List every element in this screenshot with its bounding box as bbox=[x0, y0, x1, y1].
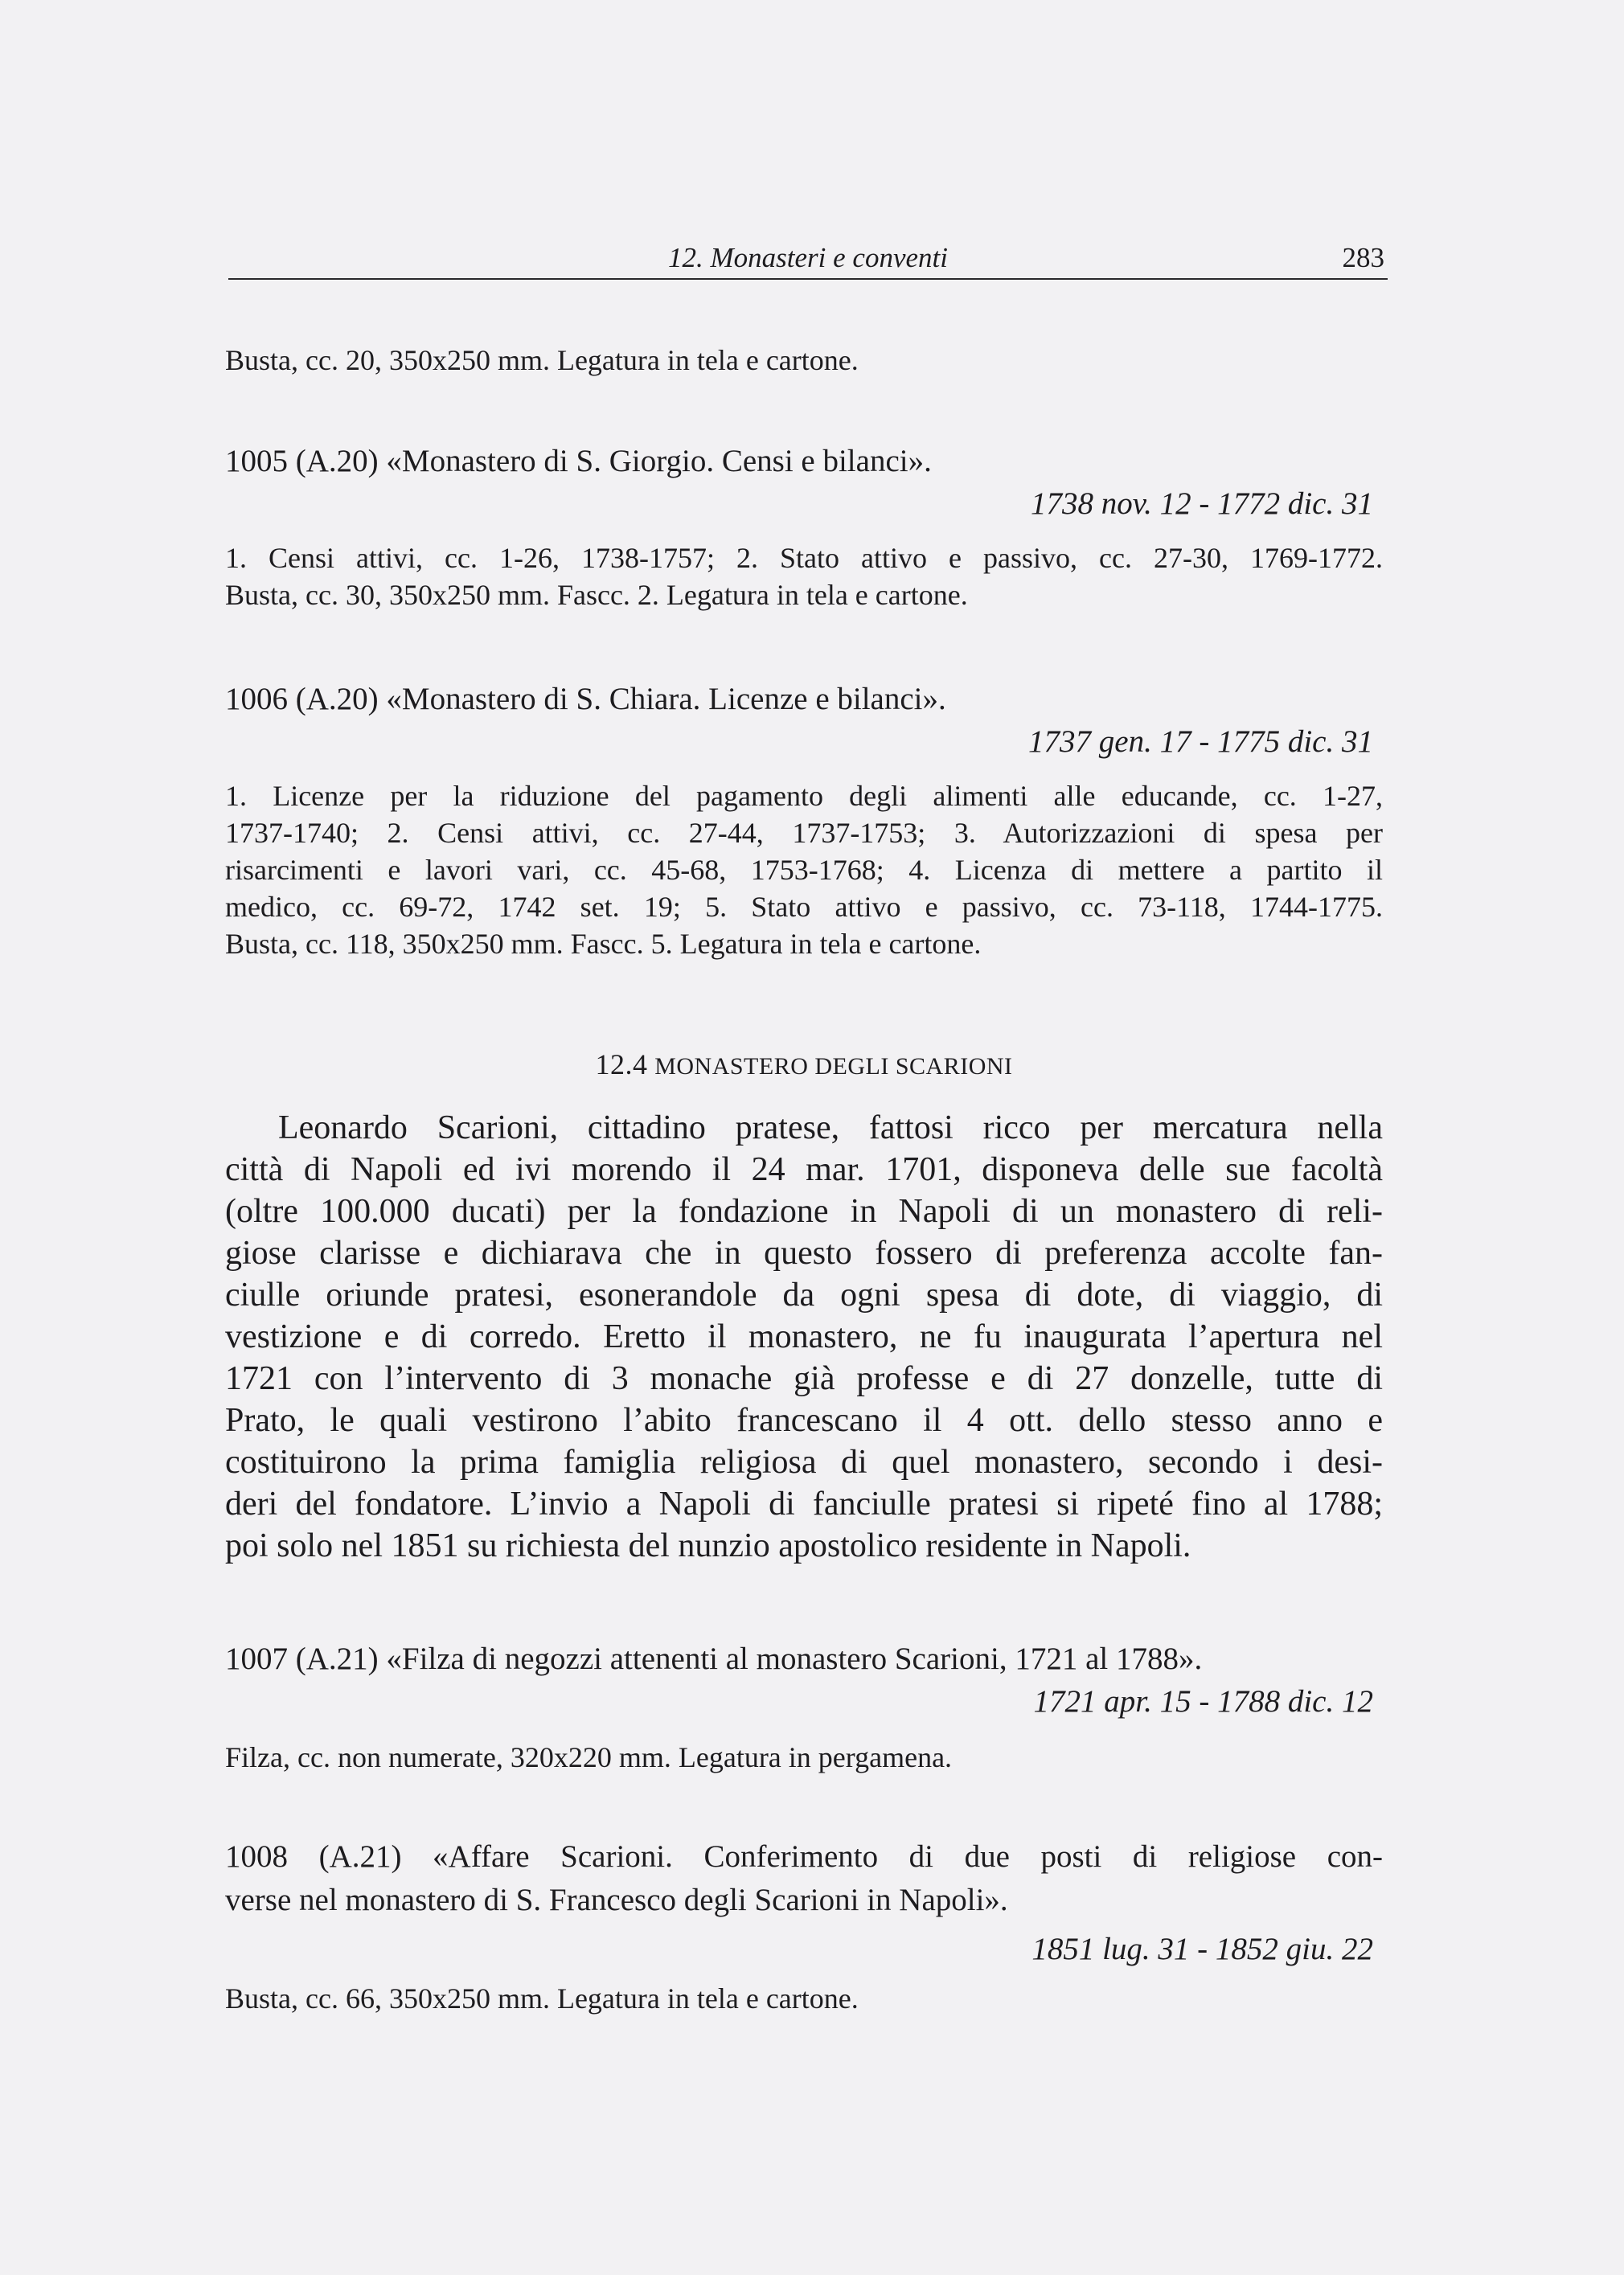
entry-1005-line: Busta, cc. 30, 350x250 mm. Fascc. 2. Legatura in tela e cartone. bbox=[225, 579, 968, 611]
section-paragraph-line: città di Napoli ed ivi morendo il 24 mar. 1701, disponeva delle sue facoltà bbox=[225, 1151, 1383, 1188]
section-title: MONASTERO DEGLI SCARIONI bbox=[654, 1053, 1013, 1080]
entry-1008-title: 1008 (A.21) «Affare Scarioni. Conferimento di due posti di religiose con- bbox=[225, 1839, 1383, 1874]
page-number: 283 bbox=[1342, 242, 1384, 273]
continuation-line: Busta, cc. 20, 350x250 mm. Legatura in tela e cartone. bbox=[225, 344, 859, 376]
section-paragraph-line: poi solo nel 1851 su richiesta del nunzio apostolico residente in Napoli. bbox=[225, 1527, 1191, 1564]
entry-1008-title: verse nel monastero di S. Francesco degli Scarioni in Napoli». bbox=[225, 1883, 1008, 1917]
entry-1005-date: 1738 nov. 12 - 1772 dic. 31 bbox=[1030, 486, 1373, 521]
entry-1007-line: Filza, cc. non numerate, 320x220 mm. Legatura in pergamena. bbox=[225, 1741, 953, 1773]
running-title: 12. Monasteri e conventi bbox=[668, 242, 948, 273]
section-paragraph-line: vestizione e di corredo. Eretto il monastero, ne fu inaugurata l’apertura nel bbox=[225, 1318, 1383, 1355]
entry-1008-line: Busta, cc. 66, 350x250 mm. Legatura in tela e cartone. bbox=[225, 1982, 859, 2015]
running-head bbox=[228, 240, 1388, 277]
header-rule bbox=[228, 278, 1388, 280]
section-paragraph-line: costituirono la prima famiglia religiosa di quel monastero, secondo i desi- bbox=[225, 1444, 1383, 1481]
section-heading bbox=[225, 1047, 1383, 1084]
section-paragraph-line: Leonardo Scarioni, cittadino pratese, fattosi ricco per mercatura nella bbox=[278, 1109, 1383, 1146]
section-paragraph-line: 1721 con l’intervento di 3 monache già professe e di 27 donzelle, tutte di bbox=[225, 1360, 1383, 1397]
entry-1006-line: medico, cc. 69-72, 1742 set. 19; 5. Stato attivo e passivo, cc. 73-118, 1744-1775. bbox=[225, 891, 1383, 923]
entry-1006-date: 1737 gen. 17 - 1775 dic. 31 bbox=[1028, 724, 1373, 759]
section-paragraph-line: Prato, le quali vestirono l’abito francescano il 4 ott. dello stesso anno e bbox=[225, 1402, 1383, 1439]
entry-1006-title: 1006 (A.20) «Monastero di S. Chiara. Licenze e bilanci». bbox=[225, 682, 946, 716]
entry-1006-line: 1. Licenze per la riduzione del pagamento degli alimenti alle educande, cc. 1-27, bbox=[225, 780, 1383, 812]
entry-1007-date: 1721 apr. 15 - 1788 dic. 12 bbox=[1033, 1684, 1373, 1719]
entry-1006-line: risarcimenti e lavori vari, cc. 45-68, 1753-1768; 4. Licenza di mettere a partito il bbox=[225, 854, 1383, 886]
entry-1005-title: 1005 (A.20) «Monastero di S. Giorgio. Censi e bilanci». bbox=[225, 444, 932, 478]
entry-1006-line: Busta, cc. 118, 350x250 mm. Fascc. 5. Legatura in tela e cartone. bbox=[225, 928, 982, 960]
section-paragraph-line: ciulle oriunde pratesi, esonerandole da ogni spesa di dote, di viaggio, di bbox=[225, 1277, 1383, 1314]
entry-1007-title: 1007 (A.21) «Filza di negozzi attenenti al monastero Scarioni, 1721 al 1788». bbox=[225, 1642, 1203, 1676]
section-paragraph-line: giose clarisse e dichiarava che in questo fossero di preferenza accolte fan- bbox=[225, 1235, 1383, 1272]
section-paragraph-line: (oltre 100.000 ducati) per la fondazione in Napoli di un monastero di reli- bbox=[225, 1193, 1383, 1230]
entry-1006-line: 1737-1740; 2. Censi attivi, cc. 27-44, 1737-1753; 3. Autorizzazioni di spesa per bbox=[225, 817, 1383, 849]
section-number: 12.4 bbox=[595, 1048, 648, 1080]
entry-1008-date: 1851 lug. 31 - 1852 giu. 22 bbox=[1031, 1932, 1373, 1966]
section-paragraph-line: deri del fondatore. L’invio a Napoli di fanciulle pratesi si ripeté fino al 1788; bbox=[225, 1486, 1383, 1523]
entry-1005-line: 1. Censi attivi, cc. 1-26, 1738-1757; 2. Stato attivo e passivo, cc. 27-30, 1769-1772. bbox=[225, 542, 1383, 574]
